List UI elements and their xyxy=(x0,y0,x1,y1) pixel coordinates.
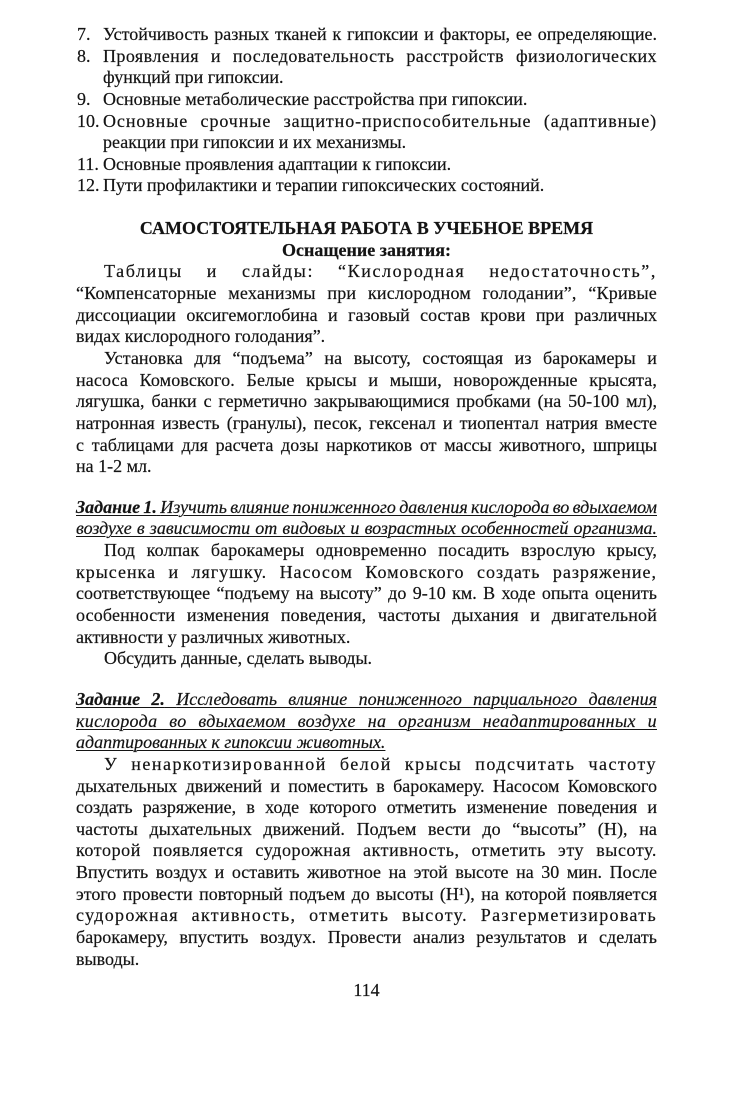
paragraph-line xyxy=(76,435,657,457)
question-item xyxy=(76,89,657,111)
page-number-text: 114 xyxy=(353,979,380,1000)
paragraph-text: выводы. xyxy=(76,948,140,969)
question-text: Пути профилактики и терапии гипоксических состояний. xyxy=(103,175,545,196)
paragraph-text: соответствующее “подъему на высоту” до 9-10 км. В ходе опыта оценить xyxy=(76,583,657,604)
question-number: 10. xyxy=(77,110,100,131)
section-title xyxy=(76,218,657,240)
paragraph-text: диссоциации оксигемоглобина и газовый состав крови при различных xyxy=(76,304,657,325)
paragraph-text: этого провести повторный подъем до высоты (H¹), на которой появляется xyxy=(76,883,657,904)
paragraph-line xyxy=(76,949,657,971)
question-item-continuation xyxy=(76,132,657,154)
question-item xyxy=(76,111,657,133)
task-2 xyxy=(76,689,657,970)
question-number: 11. xyxy=(77,153,99,174)
task-paragraph xyxy=(76,540,657,648)
question-text: реакции при гипоксии и их механизмы. xyxy=(103,132,407,153)
questions-list xyxy=(76,24,657,197)
paragraph-text: Впустить воздух и оставить животное на этой высоте на 30 мин. После xyxy=(76,862,657,883)
paragraph-text: особенности изменения поведения, частоты дыхания и двигательной xyxy=(76,605,657,626)
task-title-line-text xyxy=(76,497,657,517)
paragraph-text: дыхательных движений и поместить в барокамеру. Насосом Комовского xyxy=(76,775,657,796)
equipment-paragraph xyxy=(76,348,657,478)
paragraph-line xyxy=(76,583,657,605)
paragraph-line xyxy=(76,540,657,562)
task-paragraph xyxy=(76,648,657,670)
paragraph-line xyxy=(76,261,657,283)
question-text: Проявления и последовательность расстройств физиологических xyxy=(103,45,657,66)
question-item xyxy=(76,154,657,176)
question-text: Основные метаболические расстройства при гипоксии. xyxy=(103,88,528,109)
paragraph-line xyxy=(76,905,657,927)
task-title-text: Исследовать влияние пониженного парциального давления xyxy=(176,688,657,709)
paragraph-line xyxy=(76,456,657,478)
paragraph-line xyxy=(76,797,657,819)
paragraph-line xyxy=(76,370,657,392)
task-title-line xyxy=(76,732,657,754)
page-number xyxy=(76,980,657,1002)
task-label: Задание 2. xyxy=(76,688,165,709)
paragraph-line xyxy=(76,840,657,862)
paragraph-line xyxy=(76,413,657,435)
paragraph-text: У ненаркотизированной белой крысы подсчитать частоту xyxy=(104,753,657,774)
paragraph-text: Установка для “подъема” на высоту, состоящая из барокамеры и xyxy=(104,347,657,368)
section-subtitle-text: Оснащение занятия: xyxy=(281,239,452,260)
task-title-line xyxy=(76,518,657,540)
task-title-text: кислорода во вдыхаемом воздухе на организм неадаптированных и xyxy=(76,710,657,731)
paragraph-line xyxy=(76,391,657,413)
paragraph-line xyxy=(76,884,657,906)
paragraph-text: судорожная активность, отметить высоту. Разгерметизировать xyxy=(76,905,657,926)
independent-work-section xyxy=(76,218,657,478)
paragraph-text: активности у различных животных. xyxy=(76,626,351,647)
task-label: Задание 1. xyxy=(76,496,157,517)
question-number: 9. xyxy=(77,88,91,109)
paragraph-line xyxy=(76,776,657,798)
text-column xyxy=(76,24,657,1001)
paragraph-text: видах кислородного голодания”. xyxy=(76,326,326,347)
question-number: 8. xyxy=(77,45,91,66)
paragraph-text: натронная известь (гранулы), песок, гексенал и тиопентал натрия вместе xyxy=(76,412,657,433)
paragraph-text: создать разряжение, в ходе которого отметить изменение поведения и xyxy=(76,797,657,818)
paragraph-text: частоты дыхательных движений. Подъем вести до “высоты” (H), на xyxy=(76,818,657,839)
question-text: Устойчивость разных тканей к гипоксии и факторы, ее определяющие. xyxy=(103,24,657,44)
spacer xyxy=(76,970,657,980)
question-item xyxy=(76,24,657,46)
paragraph-line xyxy=(76,305,657,327)
paragraph-line xyxy=(76,819,657,841)
task-title-line xyxy=(76,689,657,711)
paragraph-text: Таблицы и слайды: “Кислородная недостаточность”, xyxy=(104,261,657,282)
question-item xyxy=(76,46,657,68)
paragraph-text: Под колпак барокамеры одновременно посадить взрослую крысу, xyxy=(104,540,657,561)
paragraph-text: насоса Комовского. Белые крысы и мыши, новорожденные крысята, xyxy=(76,369,657,390)
question-text: Основные срочные защитно-приспособительные (адаптивные) xyxy=(103,110,657,131)
paragraph-line xyxy=(76,326,657,348)
task-title-line xyxy=(76,497,657,519)
task-title-text: адаптированных к гипоксии животных. xyxy=(76,732,386,753)
task-1 xyxy=(76,497,657,670)
question-number: 12. xyxy=(77,175,100,196)
equipment-paragraph xyxy=(76,261,657,348)
paragraph-line xyxy=(76,862,657,884)
paragraph-text: Обсудить данные, сделать выводы. xyxy=(104,648,373,669)
question-item-continuation xyxy=(76,67,657,89)
paragraph-text: барокамеру, впустить воздух. Провести анализ результатов и сделать xyxy=(76,926,657,947)
paragraph-line xyxy=(76,605,657,627)
paragraph-line xyxy=(76,627,657,649)
paragraph-line xyxy=(76,927,657,949)
paragraph-text: лягушка, банки с герметично закрывающимися пробками (на 50-100 мл), xyxy=(76,391,657,412)
paragraph-text: “Компенсаторные механизмы при кислородном голодании”, “Кривые xyxy=(76,283,657,304)
section-subtitle xyxy=(76,240,657,262)
paragraph-line xyxy=(76,648,657,670)
task-title-text: воздухе в зависимости от видовых и возрастных особенностей организма. xyxy=(76,518,657,539)
section-title-text: САМОСТОЯТЕЛЬНАЯ РАБОТА В УЧЕБНОЕ ВРЕМЯ xyxy=(139,218,594,239)
paragraph-text: крысенка и лягушку. Насосом Комовского создать разряжение, xyxy=(76,561,657,582)
question-number: 7. xyxy=(77,24,91,44)
paragraph-line xyxy=(76,754,657,776)
task-title-line-text xyxy=(76,689,657,709)
question-text: функций при гипоксии. xyxy=(103,67,284,88)
task-title-line xyxy=(76,711,657,733)
spacer xyxy=(76,478,657,497)
paragraph-text: на 1-2 мл. xyxy=(76,456,152,477)
task-title-text: Изучить влияние пониженного давления кислорода во вдыхаемом xyxy=(160,496,657,517)
question-text: Основные проявления адаптации к гипоксии. xyxy=(103,153,452,174)
paragraph-text: которой появляется судорожная активность, отметить эту высоту. xyxy=(76,840,657,861)
paragraph-line xyxy=(76,283,657,305)
spacer xyxy=(76,197,657,218)
spacer xyxy=(76,670,657,689)
task-paragraph xyxy=(76,754,657,970)
paragraph-text: с таблицами для расчета дозы наркотиков от массы животного, шприцы xyxy=(76,434,657,455)
paragraph-line xyxy=(76,562,657,584)
question-item xyxy=(76,175,657,197)
paragraph-line xyxy=(76,348,657,370)
